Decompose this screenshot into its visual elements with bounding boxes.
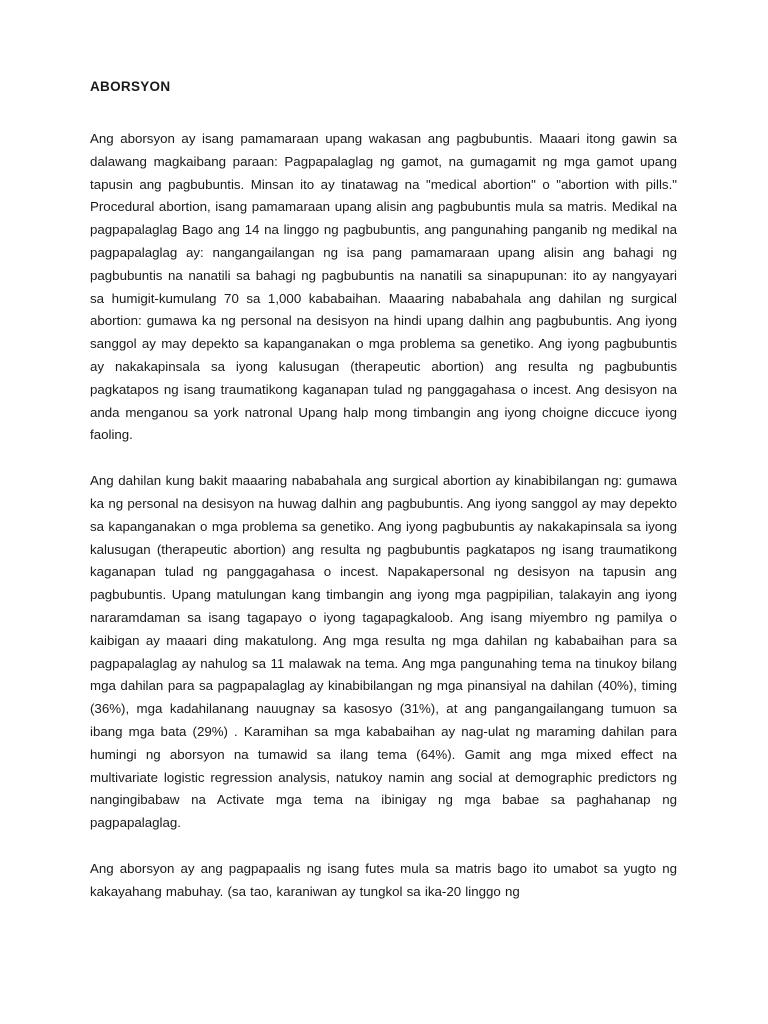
paragraph-2: Ang dahilan kung bakit maaaring nababahala ang surgical abortion ay kinabibilangan ng: gumawa ka ng personal na desisyon na huwag dalhin ang pagbubuntis. Ang iyong sanggol ay may depekto sa kapanganakan o mga problema sa genetiko. Ang iyong pagbubuntis ay nakakapinsala sa iyong kalusugan (therapeutic abortion) ang resulta ng pagbubuntis pagkatapos ng isang traumatikong kaganapan tulad ng panggagahasa o incest. Napakapersonal ng desisyon na tapusin ang pagbubuntis. Upang matulungan kang timbangin ang iyong mga pagpipilian, talakayin ang iyong nararamdaman sa isang tagapayo o iyong tagapagkaloob. Ang isang miyembro ng pamilya o kaibigan ay maaari ding makatulong. Ang mga resulta ng mga dahilan ng kababaihan para sa pagpapalaglag ay nahulog sa 11 malawak na tema. Ang mga pangunahing tema na tinukoy bilang mga dahilan para sa pagpapalaglag ay kinabibilangan ng mga pinansiyal na dahilan (40%), timing (36%), mga kadahilanang nauugnay sa kasosyo (31%), at ang pangangailangang tumuon sa ibang mga bata (29%) . Karamihan sa mga kababaihan ay nag-ulat ng maraming dahilan para humingi ng aborsyon na tumawid sa ilang tema (64%). Gamit ang mga mixed effect na multivariate logistic regression analysis, natukoy namin ang social at demographic predictors ng nangingibabaw na Activate mga tema na ibinigay ng mga babae sa paghahanap ng pagpapalaglag. <box>90 473 677 831</box>
paragraph-1: Ang aborsyon ay isang pamamaraan upang wakasan ang pagbubuntis. Maaari itong gawin sa dalawang magkaibang paraan: Pagpapalaglag ng gamot, na gumagamit ng mga gamot upang tapusin ang pagbubuntis. Minsan ito ay tinatawag na "medical abortion" o "abortion with pills." Procedural abortion, isang pamamaraan upang alisin ang pagbubuntis mula sa matris. Medikal na pagpapalaglag Bago ang 14 na linggo ng pagbubuntis, ang pangunahing panganib ng medikal na pagpapalaglag ay: nangangailangan ng isa pang pamamaraan upang alisin ang bahagi ng pagbubuntis na nanatili sa bahagi ng pagbubuntis na nanatili sa sinapupunan: ito ay nangyayari sa humigit-kumulang 70 sa 1,000 kababaihan. Maaaring nababahala ang dahilan ng surgical abortion: gumawa ka ng personal na desisyon na hindi upang dalhin ang pagbubuntis. Ang iyong sanggol ay may depekto sa kapanganakan o mga problema sa genetiko. Ang iyong pagbubuntis ay nakakapinsala sa iyong kalusugan (therapeutic abortion) ang resulta ng pagbubuntis pagkatapos ng isang traumatikong kaganapan tulad ng panggagahasa o incest. Ang desisyon na anda menganou sa york natronal Upang halp mong timbangin ang iyong choigne diccuce iyong faoling. <box>90 131 677 443</box>
paragraph-3: Ang aborsyon ay ang pagpapaalis ng isang futes mula sa matris bago ito umabot sa yugto ng kakayahang mabuhay. (sa tao, karaniwan ay tungkol sa ika-20 linggo ng <box>90 860 677 899</box>
document-page <box>90 77 677 927</box>
document-title: ABORSYON <box>90 79 171 94</box>
